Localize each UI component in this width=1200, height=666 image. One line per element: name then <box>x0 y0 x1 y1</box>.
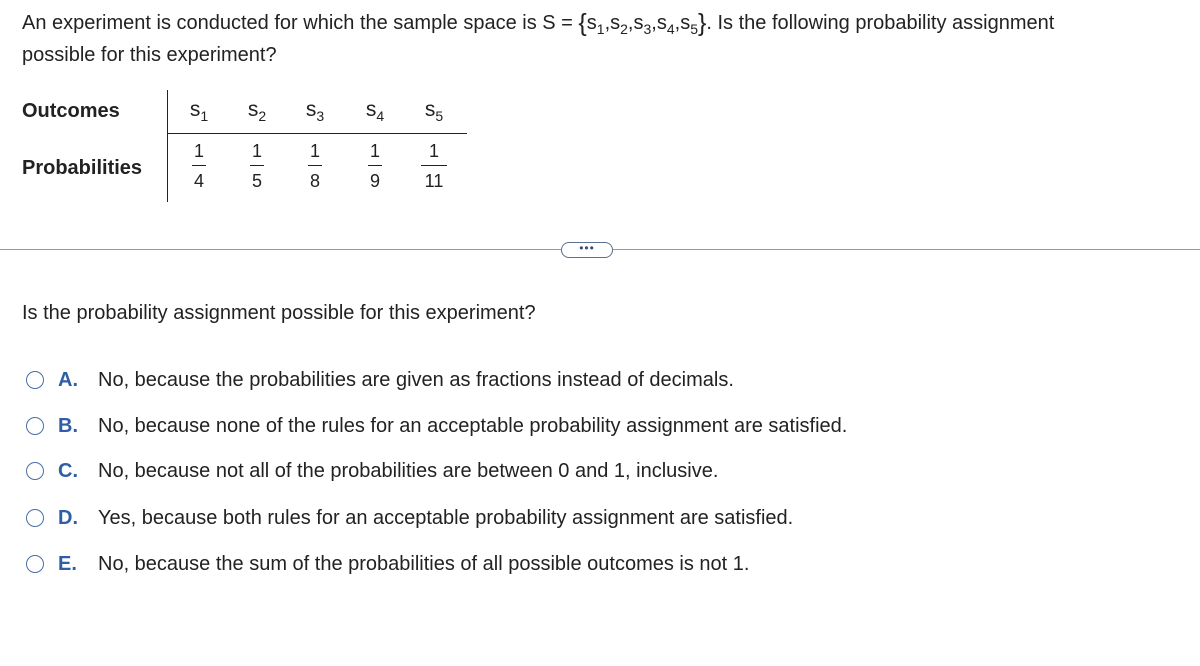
option-letter: E. <box>58 552 77 575</box>
outcome-base: s <box>365 98 377 121</box>
set-item-sub: 5 <box>690 21 698 37</box>
option-text: No, because the probabilities are given as fractions instead of decimals. <box>98 368 734 391</box>
set-open-brace: { <box>578 9 587 37</box>
table-horizontal-rule <box>167 133 467 134</box>
set-item: s <box>633 12 644 34</box>
option-letter: B. <box>58 414 78 437</box>
fraction-bar <box>250 165 264 166</box>
radio-circle-icon[interactable] <box>26 462 44 480</box>
more-options-button[interactable]: ••• <box>561 242 613 258</box>
fraction-bar <box>421 165 447 166</box>
set-item: s <box>610 12 621 34</box>
option-text: No, because not all of the probabilities are between 0 and 1, inclusive. <box>98 459 719 482</box>
probability-fraction <box>290 140 340 192</box>
set-item-sub: 2 <box>620 21 628 37</box>
set-item-sub: 4 <box>666 21 675 37</box>
option-text: Yes, because both rules for an acceptable probability assignment are satisfied. <box>98 506 794 529</box>
radio-circle-icon[interactable] <box>26 555 44 573</box>
probability-fraction <box>350 140 400 192</box>
set-item-sub: 3 <box>643 21 652 37</box>
outcomes-label: Outcomes <box>22 100 120 122</box>
option-letter: A. <box>58 368 78 391</box>
fraction-numerator: 1 <box>309 141 320 161</box>
outcome-cell <box>290 98 340 122</box>
table-vertical-rule <box>167 90 168 202</box>
outcome-base: s <box>424 98 436 121</box>
answer-question: Is the probability assignment possible for this experiment? <box>22 302 536 324</box>
question-line-2: possible for this experiment? <box>22 44 277 66</box>
outcome-sub: 2 <box>258 108 267 124</box>
set-item: s <box>656 12 667 34</box>
fraction-numerator: 1 <box>251 141 262 161</box>
option-letter: D. <box>58 506 78 529</box>
probability-fraction <box>232 140 282 192</box>
outcome-sub: 1 <box>200 108 209 124</box>
fraction-numerator: 1 <box>369 141 380 161</box>
option-text: No, because none of the rules for an acceptable probability assignment are satisfied. <box>98 414 848 437</box>
outcome-base: s <box>247 98 259 121</box>
fraction-numerator: 1 <box>428 141 439 161</box>
radio-circle-icon[interactable] <box>26 417 44 435</box>
fraction-denominator: 8 <box>309 171 320 191</box>
set-close-brace: } <box>698 9 707 37</box>
fraction-denominator: 9 <box>369 171 380 191</box>
outcome-cell <box>174 98 224 122</box>
option-c[interactable] <box>26 456 718 486</box>
radio-circle-icon[interactable] <box>26 371 44 389</box>
option-e[interactable] <box>26 549 749 579</box>
radio-circle-icon[interactable] <box>26 509 44 527</box>
fraction-bar <box>368 165 382 166</box>
fraction-denominator: 5 <box>251 171 262 191</box>
outcome-cell <box>232 98 282 122</box>
option-a[interactable] <box>26 365 734 395</box>
probability-fraction <box>409 140 459 192</box>
option-d[interactable] <box>26 503 793 533</box>
fraction-bar <box>308 165 322 166</box>
outcome-cell <box>350 98 400 122</box>
question-line-1 <box>22 7 1054 36</box>
option-b[interactable] <box>26 411 847 441</box>
outcome-sub: 5 <box>435 108 444 124</box>
set-item: s <box>680 12 691 34</box>
probability-fraction <box>174 140 224 192</box>
fraction-denominator: 11 <box>424 171 444 191</box>
option-letter: C. <box>58 459 78 482</box>
fraction-bar <box>192 165 206 166</box>
outcome-cell <box>409 98 459 122</box>
outcome-base: s <box>305 98 317 121</box>
outcome-base: s <box>189 98 201 121</box>
probabilities-label: Probabilities <box>22 157 143 179</box>
question-prefix: An experiment is conducted for which the sample space is S = <box>22 12 573 34</box>
outcome-sub: 3 <box>316 108 325 124</box>
fraction-denominator: 4 <box>193 171 204 191</box>
set-item: s <box>586 12 597 34</box>
sample-space-set: $\{s_1,s_2,s_3,s_4,s_5\}$ <box>578 9 707 37</box>
option-text: No, because the sum of the probabilities of all possible outcomes is not 1. <box>98 552 750 575</box>
set-item-sub: 1 <box>596 21 605 37</box>
outcome-sub: 4 <box>376 108 385 124</box>
fraction-numerator: 1 <box>193 141 204 161</box>
question-suffix: . Is the following probability assignment <box>706 12 1055 34</box>
